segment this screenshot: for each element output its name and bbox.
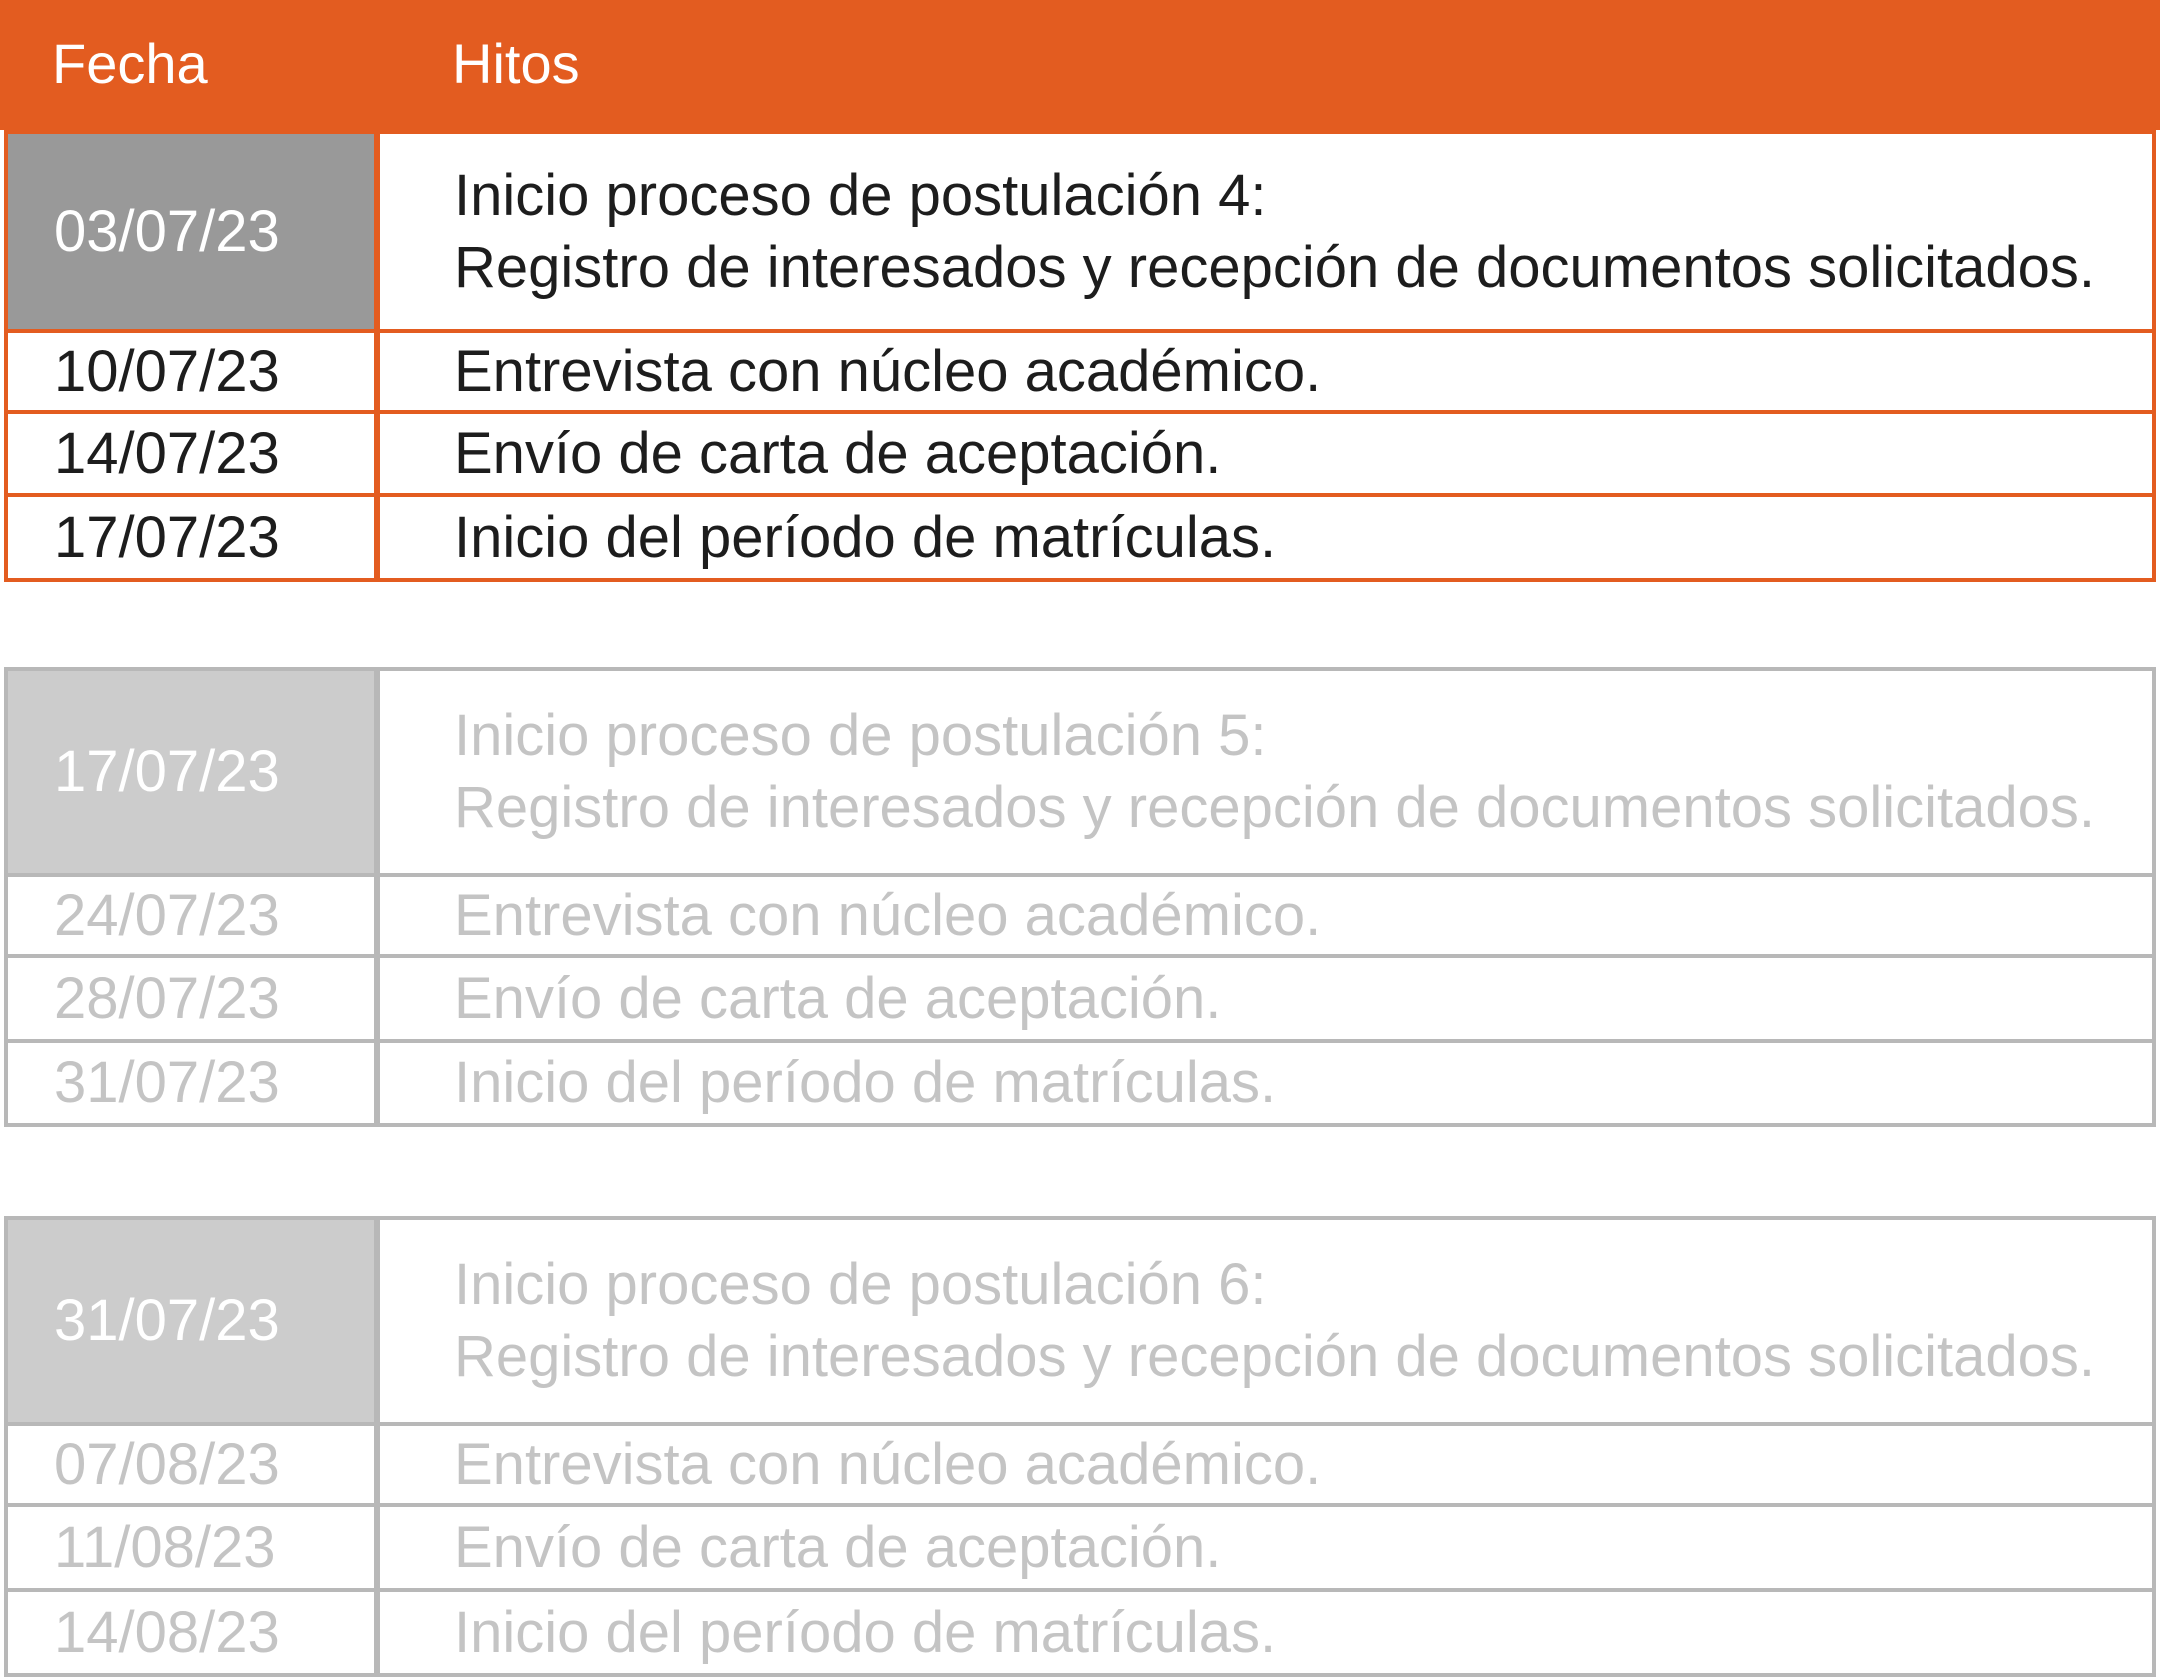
hito-text: Envío de carta de aceptación. <box>454 965 1222 1031</box>
hito-text: Entrevista con núcleo académico. <box>454 1431 1322 1497</box>
hito-text: Entrevista con núcleo académico. <box>454 882 1322 948</box>
hito-line-1: Inicio proceso de postulación 5: <box>454 703 1267 768</box>
hito-cell <box>376 1216 2156 1426</box>
date-cell <box>4 410 378 497</box>
hito-cell <box>376 1039 2156 1127</box>
date-cell <box>4 667 378 877</box>
hito-line-1: Inicio proceso de postulación 4: <box>454 162 1267 228</box>
date-value: 03/07/23 <box>54 198 280 264</box>
table-header <box>0 0 2160 130</box>
hito-line-1: Inicio proceso de postulación 6: <box>454 1252 1267 1317</box>
table-row <box>0 1039 2160 1127</box>
hito-text <box>454 1249 2095 1393</box>
hito-text <box>454 160 2095 304</box>
header-hitos-label: Hitos <box>452 32 580 95</box>
date-value: 07/08/23 <box>54 1431 280 1497</box>
table-row <box>0 1216 2160 1426</box>
date-value: 14/08/23 <box>54 1599 280 1665</box>
date-cell <box>4 130 378 333</box>
table-row <box>0 954 2160 1043</box>
hito-text <box>454 700 2095 844</box>
hito-text: Inicio del período de matrículas. <box>454 1050 1277 1115</box>
date-cell <box>4 329 378 414</box>
table-row <box>0 493 2160 582</box>
hito-text: Inicio del período de matrículas. <box>454 1599 1277 1665</box>
date-value: 14/07/23 <box>54 420 280 486</box>
hito-cell <box>376 1588 2156 1677</box>
hito-cell <box>376 329 2156 414</box>
date-cell <box>4 493 378 582</box>
schedule-block-4 <box>0 130 2160 585</box>
date-value: 24/07/23 <box>54 882 280 948</box>
hito-line-2: Registro de interesados y recepción de documentos solicitados. <box>454 1324 2096 1389</box>
date-cell <box>4 1588 378 1677</box>
hito-cell <box>376 873 2156 958</box>
table-row <box>0 873 2160 958</box>
hito-cell <box>376 954 2156 1043</box>
hito-cell <box>376 1503 2156 1592</box>
hito-text: Envío de carta de aceptación. <box>454 1514 1222 1580</box>
table-row <box>0 130 2160 333</box>
date-cell <box>4 954 378 1043</box>
hito-line-2: Registro de interesados y recepción de documentos solicitados. <box>454 775 2096 840</box>
date-value: 17/07/23 <box>54 504 280 570</box>
hito-text: Entrevista con núcleo académico. <box>454 338 1322 404</box>
date-value: 11/08/23 <box>54 1514 276 1580</box>
table-row <box>0 1503 2160 1592</box>
date-value: 10/07/23 <box>54 338 280 404</box>
schedule-block-5 <box>0 667 2160 1129</box>
hito-cell <box>376 410 2156 497</box>
date-cell <box>4 1422 378 1507</box>
hito-cell <box>376 667 2156 877</box>
date-value: 17/07/23 <box>54 739 280 804</box>
date-cell <box>4 1503 378 1592</box>
hito-text: Inicio del período de matrículas. <box>454 504 1277 570</box>
date-value: 31/07/23 <box>54 1288 280 1353</box>
date-value: 28/07/23 <box>54 965 280 1031</box>
hito-cell <box>376 493 2156 582</box>
table-row <box>0 667 2160 877</box>
date-cell <box>4 1216 378 1426</box>
header-date-label: Fecha <box>52 32 208 95</box>
table-row <box>0 410 2160 497</box>
hito-cell <box>376 1422 2156 1507</box>
date-value: 31/07/23 <box>54 1050 280 1115</box>
date-cell <box>4 873 378 958</box>
hito-cell <box>376 130 2156 333</box>
table-row <box>0 1588 2160 1677</box>
date-cell <box>4 1039 378 1127</box>
table-row <box>0 1422 2160 1507</box>
hito-line-2: Registro de interesados y recepción de documentos solicitados. <box>454 234 2096 300</box>
hito-text: Envío de carta de aceptación. <box>454 420 1222 486</box>
schedule-block-6 <box>0 1216 2160 1679</box>
table-row <box>0 329 2160 414</box>
